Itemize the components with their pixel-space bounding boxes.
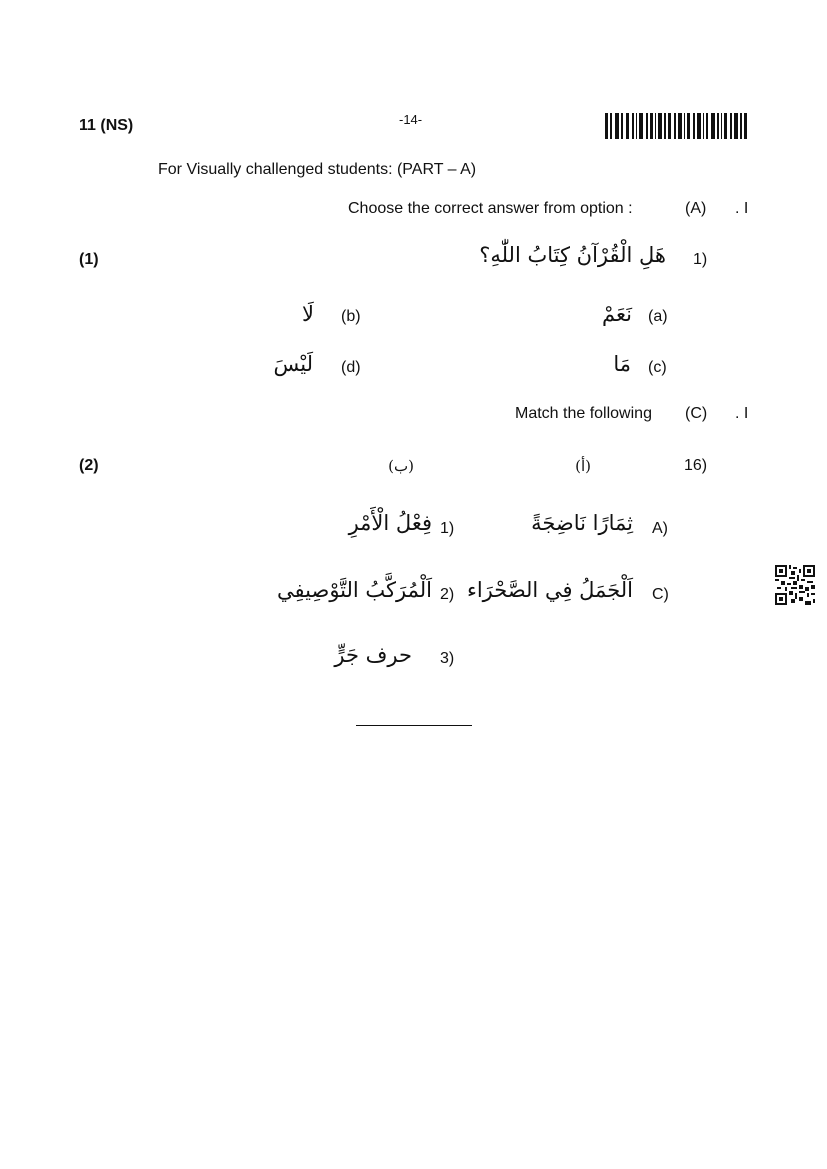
barcode [605,113,747,139]
column-b-item-1-label: 1) [440,520,455,537]
option-b-label: (b) [341,308,361,325]
column-a-item-a-label: A) [652,520,668,537]
question-1-marks: (1) [79,251,99,268]
section-title: For Visually challenged students: (PART – A) [158,161,477,178]
question-16-number: 16) [684,457,708,474]
page-number: -14- [399,112,423,127]
option-a-label: (a) [648,308,668,325]
option-c-text: مَا [613,352,631,376]
paper-code: 11 (NS) [79,117,134,134]
part-c-roman: . I [735,405,749,422]
option-c-label: (c) [648,359,667,376]
column-a-item-c-label: C) [652,586,669,603]
column-b-item-3-label: 3) [440,650,455,667]
part-a-roman: . I [735,200,749,217]
part-c-instruction: Match the following [515,405,652,422]
option-b-text: لَا [302,302,314,326]
part-a-instruction: Choose the correct answer from option : [348,200,633,217]
part-a-label: (A) [685,200,707,217]
column-a-header: (أ) [575,457,591,475]
column-b-item-2-text: اَلْمُرَكَّبُ التَّوْصِيفِي [277,578,432,602]
question-16-marks: (2) [79,457,99,474]
part-c-label: (C) [685,405,708,422]
option-a-text: نَعَمْ [602,302,632,326]
column-b-item-3-text: حرف جَرٍّ [334,643,412,667]
question-1-number: 1) [693,251,708,268]
question-1-text: هَلِ الْقُرْآنُ كِتَابُ اللّٰهِ؟ [479,243,666,267]
column-a-item-c-text: اَلْجَمَلُ فِي الصَّحْرَاء [466,578,633,602]
option-d-text: لَيْسَ [273,352,313,376]
end-rule [356,725,472,726]
option-d-label: (d) [341,359,361,376]
column-b-item-1-text: فِعْلُ الْأَمْرِ [348,511,432,535]
column-b-item-2-label: 2) [440,586,455,603]
column-b-header: (ب) [388,457,414,475]
column-a-item-a-text: ثِمَارًا نَاضِجَةً [531,511,633,535]
qr-code [775,565,815,605]
